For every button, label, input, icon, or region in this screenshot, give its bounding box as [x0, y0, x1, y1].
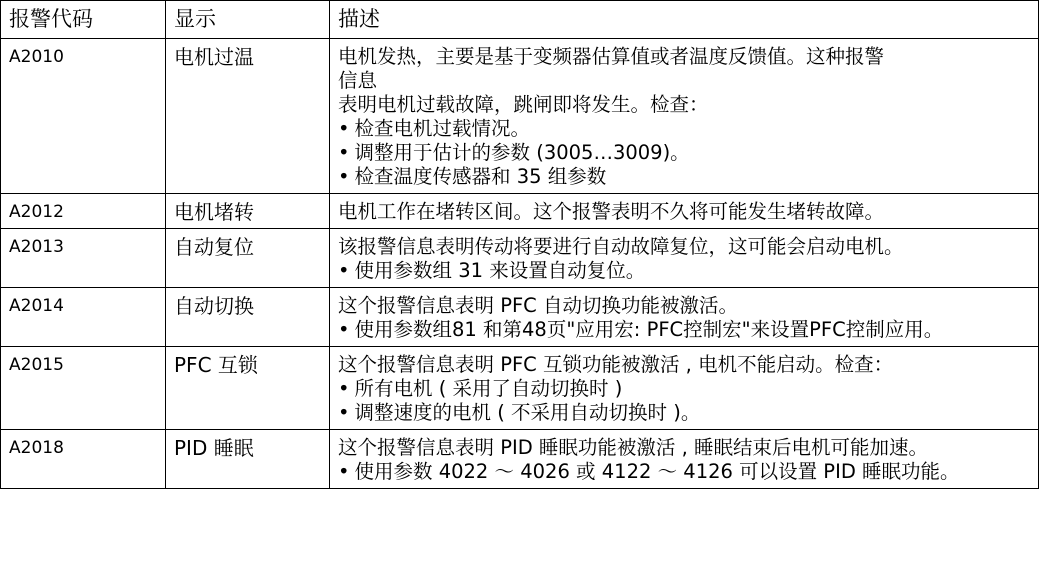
table-row	[1, 430, 1039, 489]
alarm-code-cell: A2012	[1, 194, 166, 229]
description-line: 这个报警信息表明 PID 睡眠功能被激活 , 睡眠结束后电机可能加速。	[338, 436, 929, 459]
description-line: 表明电机过载故障，跳闸即将发生。检查：	[338, 93, 709, 116]
description-bullet-item: • 检查电机过载情况。	[338, 117, 1028, 141]
alarm-description-cell	[330, 430, 1039, 489]
description-line: 电机工作在堵转区间。这个报警表明不久将可能发生堵转故障。	[338, 200, 885, 223]
description-line: 信息	[338, 69, 378, 92]
table-row	[1, 347, 1039, 430]
description-line: 这个报警信息表明 PFC 互锁功能被激活 , 电机不能启动。检查：	[338, 353, 894, 376]
alarm-code-cell: A2014	[1, 288, 166, 347]
table-row	[1, 194, 1039, 229]
alarm-display-cell: PFC 互锁	[166, 347, 330, 430]
table-row	[1, 39, 1039, 194]
description-line: 该报警信息表明传动将要进行自动故障复位，这可能会启动电机。	[338, 235, 904, 258]
description-bullet-item: • 调整用于估计的参数 (3005…3009)。	[338, 141, 1028, 165]
description-bullet-item: • 使用参数组81 和第48页"应用宏: PFC控制宏"来设置PFC控制应用。	[338, 318, 1028, 342]
description-bullet-item: • 使用参数组 31 来设置自动复位。	[338, 259, 1028, 283]
header-display: 显示	[166, 1, 330, 39]
alarm-display-cell: 电机过温	[166, 39, 330, 194]
alarm-code-cell: A2010	[1, 39, 166, 194]
description-bullet-item: • 所有电机 ( 采用了自动切换时 )	[338, 377, 1028, 401]
header-row	[1, 1, 1039, 39]
table-row	[1, 229, 1039, 288]
alarm-description-cell	[330, 194, 1039, 229]
description-line: 电机发热，主要是基于变频器估算值或者温度反馈值。这种报警	[338, 45, 885, 68]
alarm-display-cell: 电机堵转	[166, 194, 330, 229]
table-row	[1, 288, 1039, 347]
description-bullet-item: • 调整速度的电机 ( 不采用自动切换时 )。	[338, 401, 1028, 425]
alarm-code-cell: A2015	[1, 347, 166, 430]
alarm-display-cell: PID 睡眠	[166, 430, 330, 489]
alarm-description-cell	[330, 288, 1039, 347]
alarm-display-cell: 自动复位	[166, 229, 330, 288]
alarm-description-cell	[330, 229, 1039, 288]
alarm-description-cell	[330, 347, 1039, 430]
description-bullet-item: • 检查温度传感器和 35 组参数	[338, 165, 1028, 189]
description-line: 这个报警信息表明 PFC 自动切换功能被激活。	[338, 294, 738, 317]
alarm-code-cell: A2018	[1, 430, 166, 489]
header-description: 描述	[330, 1, 1039, 39]
alarm-display-cell: 自动切换	[166, 288, 330, 347]
alarm-code-cell: A2013	[1, 229, 166, 288]
description-bullet-item: • 使用参数 4022 ～ 4026 或 4122 ～ 4126 可以设置 PID 睡眠功能。	[338, 460, 1028, 484]
alarm-description-cell	[330, 39, 1039, 194]
table-body	[1, 39, 1039, 489]
header-code: 报警代码	[1, 1, 166, 39]
